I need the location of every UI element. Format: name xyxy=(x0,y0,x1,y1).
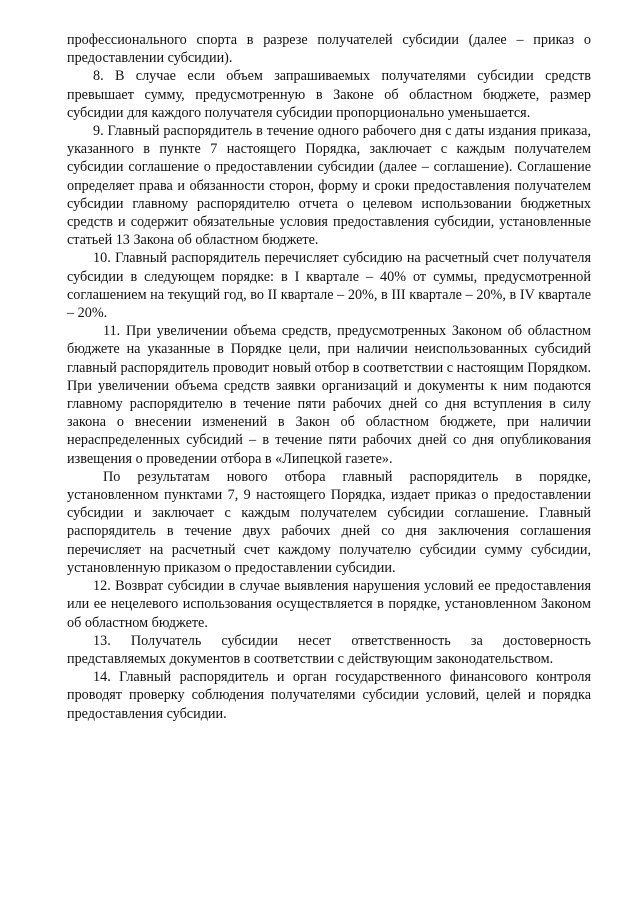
paragraph-13: 13. Получатель субсидии несет ответственность за достоверность представляемых документов в соответствии с действующим законодательством. xyxy=(67,632,591,667)
paragraph-new-selection: По результатам нового отбора главный распорядитель в порядке, установленном пунктами 7, 9 настоящего Порядка, издает приказ о предоставлении субсидии и заключает с каждым получателем субсидии соглашение. Главный распорядитель в течение двух рабочих дней со дня заключения соглашения перечисляет на расчетный счет каждому получателю субсидии сумму субсидии, установленную приказом о предоставлении субсидии. xyxy=(67,468,591,576)
paragraph-9: 9. Главный распорядитель в течение одного рабочего дня с даты издания приказа, указанного в пункте 7 настоящего Порядка, заключает с каждым получателем субсидии соглашение о предоставлении субсидии (далее – соглашение). Соглашение определяет права и обязанности сторон, форму и сроки предоставления получателем субсидии главному распорядителю отчета о целевом использовании бюджетных средств и содержит обязательные условия предоставления субсидии, установленные статьей 13 Закона об областном бюджете. xyxy=(67,123,591,249)
paragraph-14: 14. Главный распорядитель и орган государственного финансового контроля проводят проверку соблюдения получателями субсидии условий, целей и порядка предоставления субсидии. xyxy=(67,669,591,722)
document-page xyxy=(67,31,591,723)
paragraph-8: 8. В случае если объем запрашиваемых получателями субсидии средств превышает сумму, предусмотренную в Законе об областном бюджете, размер субсидии для каждого получателя субсидии пропорционально уменьшается. xyxy=(67,68,591,121)
paragraph-10: 10. Главный распорядитель перечисляет субсидию на расчетный счет получателя субсидии в следующем порядке: в I квартале – 40% от суммы, предусмотренной соглашением на текущий год, во II квартале – 20%, в III квартале – 20%, в IV квартале – 20%. xyxy=(67,250,591,322)
paragraph-11: 11. При увеличении объема средств, предусмотренных Законом об областном бюджете на указанные в Порядке цели, при наличии неиспользованных субсидий главный распорядитель проводит новый отбор в соответствии с настоящим Порядком. При увеличении объема средств заявки организаций и документы к ним подаются главному распорядителю в течение пяти рабочих дней со дня вступления в силу закона о внесении изменений в Закон об областном бюджете, при наличии нераспределенных субсидий – в течение пяти рабочих дней со дня опубликования извещения о проведении отбора в «Липецкой газете». xyxy=(67,323,591,467)
paragraph-12: 12. Возврат субсидии в случае выявления нарушения условий ее предоставления или ее нецелевого использования осуществляется в порядке, установленном Законом об областном бюджете. xyxy=(67,578,591,631)
paragraph-continuation: профессионального спорта в разрезе получателей субсидии (далее – приказ о предоставлении субсидии). xyxy=(67,32,591,67)
